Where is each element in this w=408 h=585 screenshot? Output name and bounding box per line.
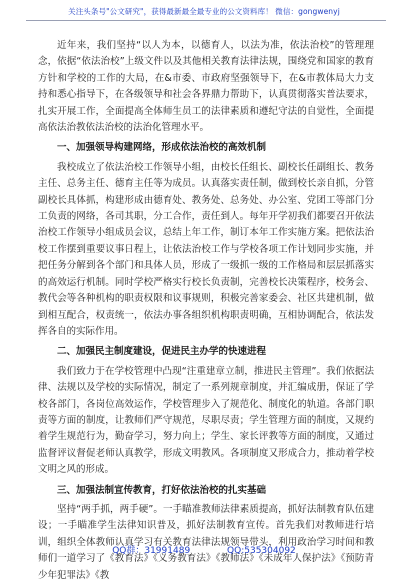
paragraph: 我校成立了依法治校工作领导小组，由校长任组长、副校长任副组长、教务主任、总务主任、德育主任等为成员。认真落实责任制，做到校长亲自抓，分管副校长具体抓，构建形成由德育处、教务处、总务处、办公室、党团工等部门分工负责的网络，各司其职，分工合作，责任到人。每年开学初我们都要召开依法治校工作领导小组成员会议，总结上年工作，制订本年工作实施方案。把依法治校工作摆到重要议事日程上，让依法治校工作与学校各项工作计划同步实施，并把任务分解到各个部门和具体人员，形成了一级抓一级的工作格局和层层抓落实的高效运行机制。同时学校严格实行校长负责制，完善校长决策程序，校务会、教代会等各种机构的职责权限和议事规则，积极完善家委会、社区共建机制，做到相互配合，权责统一，依法办事各组织机构职责明确，互相协调配合，依法发挥各自的实际作用。 xyxy=(38,161,374,337)
header-divider xyxy=(26,20,386,21)
section-heading: 一、加强领导构建网络，形成依法治校的高效机制 xyxy=(57,142,267,154)
qq-group-link[interactable]: QQ群：31991489 xyxy=(112,546,191,556)
document-body xyxy=(38,38,374,585)
paragraph: 我们致力于在学校管理中凸现“注重建章立制，推进民主管理”。我们依据法律、法规以及学校的实际情况，制定了一系列规章制度，并汇编成册，保证了学校各部门，各岗位高效运作，学校管理步入了规范化、制度化的轨道。各部门职责等方面的制度，让教师们严守规范，尽职尽责；学生管理方面的制度，又规约着学生规范行为，勤奋学习，努力向上；学生、家长评教等方面的制度，又通过监督评议督促老师认真教学，形成文明教风。各项制度又形成合力，推动着学校文明之风的形成。 xyxy=(38,365,374,476)
qq-contact-link[interactable]: QQ:535304092 xyxy=(227,546,296,556)
section-heading: 三、加强法制宣传教育，打好依法治校的扎实基础 xyxy=(57,484,267,496)
paragraph: 近年来，我们坚持“以人为本，以德育人，以法为准，依法治校”的管理理念，依据“依法治校”上级文件以及其他相关教育法律法规，围绕党和国家的教育方针和学校的工作的大局，在&市委、市政府坚强领导下，在&市教体局大力支持和悉心指导下，在各级领导和社会各界鼎力帮助下，认真贯彻落实普法要求，扎实开展工作，全面提高全体师生员工的法律素质和遵纪守法的自觉性，全面提高依法治教依法治校的法治化管理水平。 xyxy=(38,40,374,134)
section-heading: 二、加强民主制度建设，促进民主办学的快速进程 xyxy=(57,346,267,358)
promo-banner[interactable]: 关注头条号"公文研究"，获得最新最全最专业的公文资料库！ 微信：gongwenyj xyxy=(68,7,340,16)
paragraph: 坚持“两手抓，两手硬”。一手瞄准教师法律素质提高，抓好法制教育队伍建设；一手瞄准学生法律知识普及，抓好法制教育宣传。首先我们对教师进行培训，组织全体教师认真学习有关教育法律法规领导带头，利用政治学习时间和教师们一道学习了《教育法》《义务教育法》《教师法》《未成年人保护法》《预防青少年犯罪法》《教 xyxy=(38,503,374,581)
contact-footer xyxy=(0,543,408,556)
